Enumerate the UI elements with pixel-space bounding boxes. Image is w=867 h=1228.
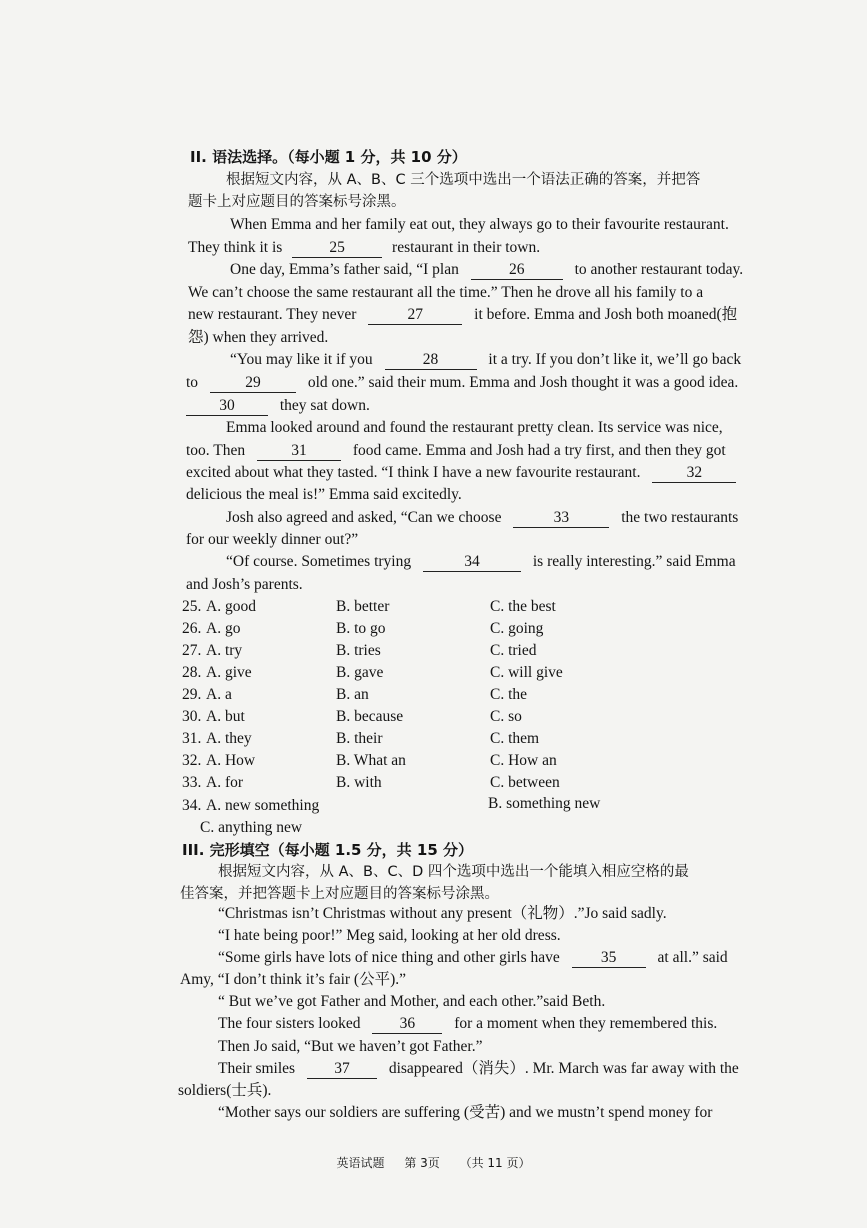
passage-line: Emma looked around and found the restaurant pretty clean. Its service was nice,: [226, 419, 723, 436]
blank-28: 28: [385, 351, 477, 370]
section-2-heading: II. 语法选择。（每小题 1 分，共 10 分）: [190, 148, 467, 166]
blank-34: 34: [423, 553, 521, 572]
blank-32: 32: [652, 464, 736, 483]
passage-line: We can’t choose the same restaurant all the time.” Then he drove all his family to a: [188, 284, 704, 301]
blank-33: 33: [513, 509, 609, 528]
option-number: 26.: [182, 620, 202, 637]
option-b: B. gave: [336, 664, 384, 681]
option-a: A. but: [206, 708, 245, 725]
passage-line: Their smiles 37 disappeared（消失）. Mr. March was far away with the: [218, 1060, 739, 1077]
option-number: 29.: [182, 686, 202, 703]
option-b: B. their: [336, 730, 383, 747]
passage-line: They think it is 25 restaurant in their town.: [188, 239, 541, 256]
option-c: C. going: [490, 620, 544, 637]
page-footer: [0, 1154, 867, 1171]
passage-line: “Some girls have lots of nice thing and other girls have 35 at all.” said: [218, 949, 728, 966]
option-a: A. give: [206, 664, 252, 681]
option-c: C. the best: [490, 598, 556, 615]
blank-35: 35: [572, 949, 646, 968]
passage-line: “Christmas isn’t Christmas without any present（礼物）.”Jo said sadly.: [218, 905, 667, 922]
option-b: B. to go: [336, 620, 386, 637]
option-number: 31.: [182, 730, 202, 747]
passage-line: 30 they sat down.: [186, 395, 370, 417]
option-b: B. with: [336, 774, 382, 791]
passage-line: 怨) when they arrived.: [188, 329, 329, 346]
option-number: 27.: [182, 642, 202, 659]
section-2-instruction-line-2: 题卡上对应题目的答案标号涂黑。: [188, 194, 406, 210]
passage-line: “Mother says our soldiers are suffering (受苦) and we mustn’t spend money for: [218, 1104, 713, 1121]
option-b: B. something new: [488, 795, 601, 812]
passage-line: “You may like it if you 28 it a try. If you don’t like it, we’ll go back: [230, 351, 742, 368]
passage-line: “Of course. Sometimes trying 34 is really interesting.” said Emma: [226, 553, 736, 570]
passage-line: The four sisters looked 36 for a moment when they remembered this.: [218, 1015, 718, 1032]
passage-line: “I hate being poor!” Meg said, looking at her old dress.: [218, 927, 561, 944]
passage-line: Josh also agreed and asked, “Can we choose 33 the two restaurants: [226, 509, 739, 526]
section-2-instruction-line-1: 根据短文内容，从 A、B、C 三个选项中选出一个语法正确的答案，并把答: [226, 172, 701, 188]
passage-line: Then Jo said, “But we haven’t got Father.”: [218, 1038, 483, 1055]
option-c: C. them: [490, 730, 540, 747]
footer-page-number: 第 3页: [404, 1156, 440, 1170]
option-b: B. because: [336, 708, 404, 725]
option-c: C. the: [490, 686, 528, 703]
footer-subject: 英语试题: [336, 1156, 385, 1170]
option-a: A. go: [206, 620, 241, 637]
option-c: C. between: [490, 774, 560, 791]
option-number: 32.: [182, 752, 202, 769]
passage-line: When Emma and her family eat out, they always go to their favourite restaurant.: [230, 216, 729, 233]
passage-line: delicious the meal is!” Emma said excitedly.: [186, 486, 462, 503]
blank-25: 25: [292, 239, 382, 258]
passage-line: and Josh’s parents.: [186, 576, 303, 593]
blank-26: 26: [471, 261, 563, 280]
passage-line: too. Then 31 food came. Emma and Josh had a try first, and then they got: [186, 442, 726, 459]
section-3-instruction-line-2: 佳答案，并把答题卡上对应题目的答案标号涂黑。: [180, 886, 499, 902]
option-b: B. tries: [336, 642, 381, 659]
passage-line: soldiers(士兵).: [178, 1082, 272, 1099]
passage-line: One day, Emma’s father said, “I plan 26 to another restaurant today.: [230, 261, 744, 278]
passage-line: “ But we’ve got Father and Mother, and each other.”said Beth.: [218, 993, 606, 1010]
passage-line: to 29 old one.” said their mum. Emma and Josh thought it was a good idea.: [186, 374, 739, 391]
blank-27: 27: [368, 306, 462, 325]
footer-total-pages: （共 11 页）: [459, 1156, 531, 1170]
option-c: C. so: [490, 708, 522, 725]
option-a: A. new something: [206, 797, 320, 814]
blank-31: 31: [257, 442, 341, 461]
passage-line: Amy, “I don’t think it’s fair (公平).”: [180, 971, 406, 988]
passage-line: excited about what they tasted. “I think I have a new favourite restaurant. 32: [186, 462, 736, 484]
option-number: 33.: [182, 774, 202, 791]
blank-30: 30: [186, 397, 268, 416]
option-b: B. an: [336, 686, 369, 703]
blank-36: 36: [372, 1015, 442, 1034]
option-a: A. they: [206, 730, 252, 747]
blank-37: 37: [307, 1060, 377, 1079]
section-3-instruction-line-1: 根据短文内容，从 A、B、C、D 四个选项中选出一个能填入相应空格的最: [218, 864, 689, 880]
passage-line: new restaurant. They never 27 it before. Emma and Josh both moaned(抱: [188, 306, 738, 323]
option-number: 28.: [182, 664, 202, 681]
section-3-heading: III. 完形填空（每小题 1.5 分，共 15 分）: [182, 841, 473, 859]
option-a: A. for: [206, 774, 244, 791]
option-number: 25.: [182, 598, 202, 615]
option-b: B. What an: [336, 752, 406, 769]
option-c: C. anything new: [200, 819, 303, 836]
option-a: A. How: [206, 752, 256, 769]
option-number: 34.: [182, 797, 202, 814]
option-a: A. try: [206, 642, 243, 659]
option-c: C. How an: [490, 752, 557, 769]
option-a: A. good: [206, 598, 256, 615]
option-c: C. tried: [490, 642, 537, 659]
option-number: 30.: [182, 708, 202, 725]
option-c: C. will give: [490, 664, 563, 681]
blank-29: 29: [210, 374, 296, 393]
option-a: A. a: [206, 686, 232, 703]
passage-line: for our weekly dinner out?”: [186, 531, 359, 548]
option-b: B. better: [336, 598, 390, 615]
